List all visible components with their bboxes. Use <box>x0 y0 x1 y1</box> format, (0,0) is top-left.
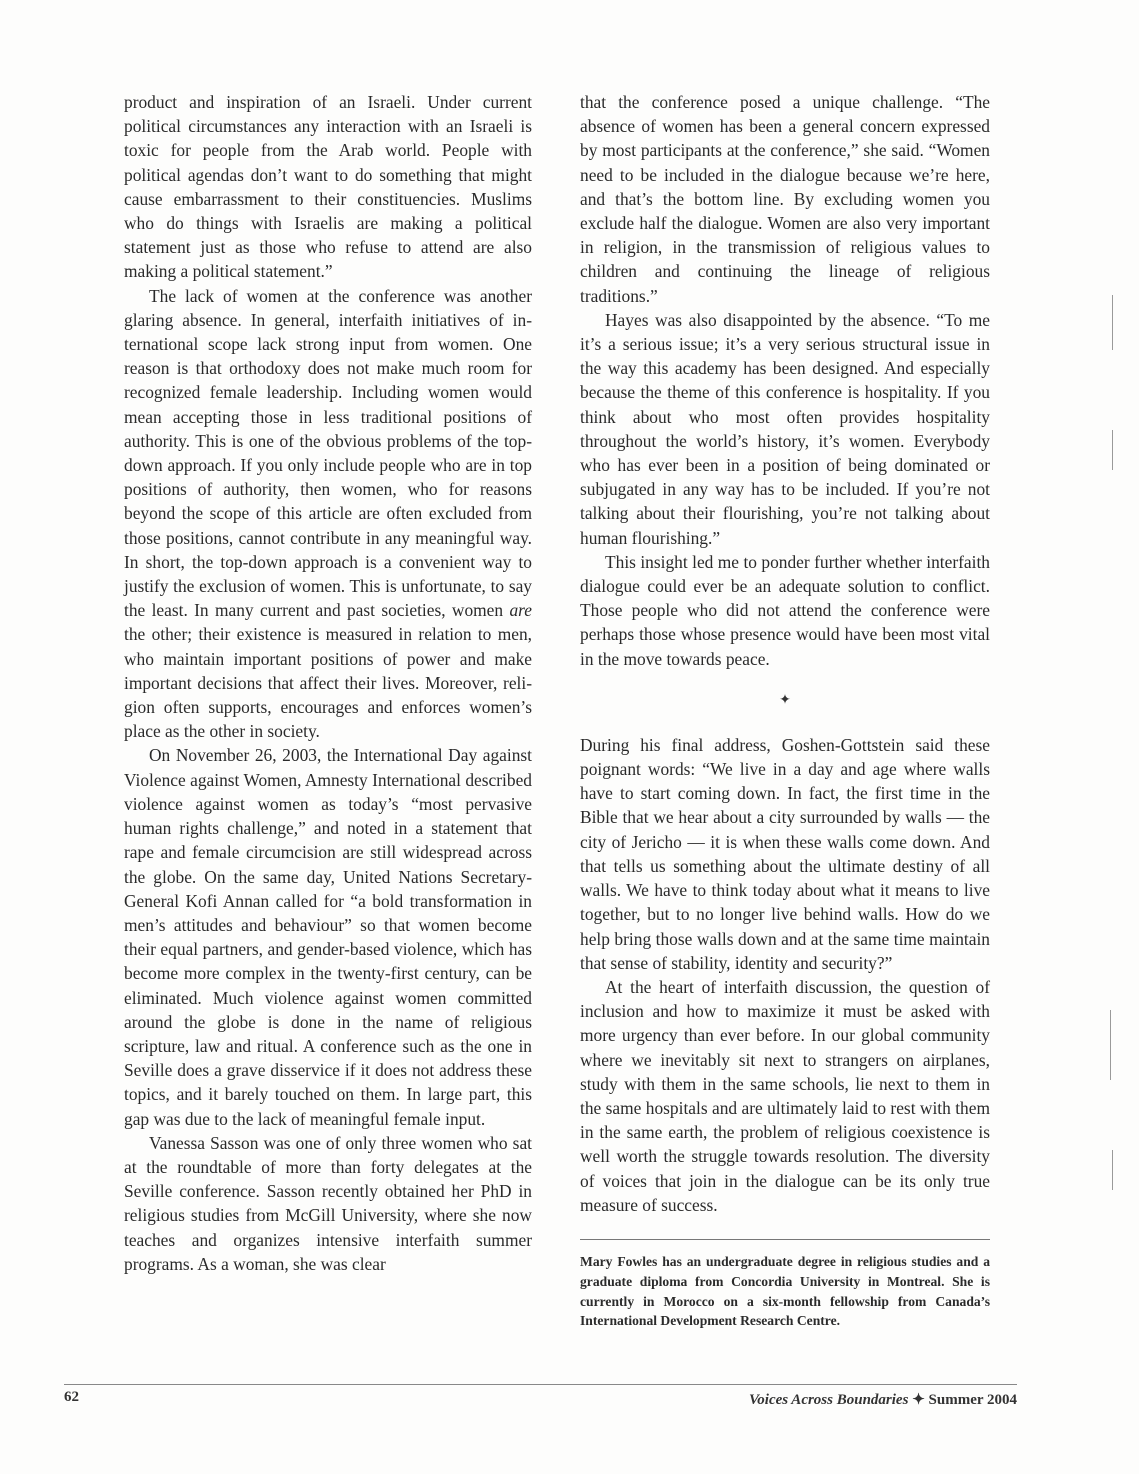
footer-rule <box>64 1384 1017 1385</box>
paragraph: that the conference posed a unique challenge. “The absence of women has been a general concern expressed by most participants at the conference,” she said. “Women need to be included in the dialogue because we’re here, and that’s the bottom line. By excluding women you exclude half the dialogue. Women are also very important in religion, in the transmission of religious values to children and continuing the lineage of religious traditions.” <box>580 92 990 306</box>
paragraph: On November 26, 2003, the International Day against Violence against Women, Amnesty International described violence against women as today’s “most pervasive human rights challenge,” and noted in a statement that rape and female circumcision are still widespread across the globe. On the same day, United Nations Secretary-General Kofi Annan called for “a bold transformation in men’s attitudes and behaviour” so that women become their equal partners, and gender-based violence, which has become more complex in the twenty-first century, can be eliminated. Much violence against women committed around the globe is done in the name of religious scripture, law and ritual. A conference such as the one in Seville does a grave disservice if it does not address these topics, and it barely touched on them. In large part, this gap was due to the lack of meaningful female input. <box>124 745 532 1129</box>
scan-margin-mark <box>1110 1010 1111 1080</box>
scan-margin-mark <box>1112 295 1113 350</box>
running-footer <box>749 1390 1017 1409</box>
author-bio: Mary Fowles has an undergraduate degree in religious studies and a graduate diploma from Concordia University in Montreal. She is currently in Morocco on a six-month fellowship from Canada’s International Development Research Centre. <box>580 1253 990 1329</box>
bio-divider <box>580 1239 990 1240</box>
page-number: 62 <box>64 1389 79 1405</box>
paragraph <box>124 284 532 744</box>
section-break-ornament: ✦ <box>779 692 791 708</box>
paragraph: Vanessa Sasson was one of only three women who sat at the roundtable of more than forty delegates at the Seville conference. Sasson recently obtained her PhD in religious studies from McGill University, where she now teaches and organizes intensive interfaith summer programs. As a woman, she was clear <box>124 1132 532 1274</box>
publication-name: Voices Across Boundaries <box>748 1392 909 1408</box>
right-column <box>580 90 990 1331</box>
emphasis: are <box>509 600 532 621</box>
footer-separator: ✦ <box>908 1392 929 1408</box>
scan-margin-mark <box>1112 430 1113 470</box>
paragraph: This insight led me to ponder further whether interfaith dialogue could ever be an adequate solution to conflict. Those people who did not attend the conference were perhaps those whose presence would have been most vital in the move towards peace. <box>580 551 990 669</box>
paragraph-text: the other; their existence is measured in relation to men, who maintain important positions of power and make important decisions that affect their lives. Moreover, religion often supports, encourages and enforces women’s place as the other in society. <box>124 624 532 742</box>
paragraph: At the heart of interfaith discussion, the question of inclusion and how to maximize it must be asked with more urgency than ever before. In our global community where we inevitably sit next to strangers on airplanes, study with them in the same schools, lie next to them in the same hospitals and are ultimately laid to rest with them in the same earth, the problem of religious coexistence is well worth the struggle towards resolution. The diversity of voices that join in the dialogue can be its only true measure of success. <box>580 976 990 1215</box>
paragraph: Hayes was also disappointed by the absence. “To me it’s a serious issue; it’s a very serious structural issue in the way this academy has been designed. And especially because the theme of this conference is hospitality. If you think about who most often provides hospitality throughout the world’s history, it’s women. Everybody who has ever been in a position of being dominated or subjugated in any way has to be included. If you’re not talking about their flourishing, you’re not talking about human flourishing.” <box>580 309 990 548</box>
scan-margin-mark <box>1112 1150 1113 1190</box>
paragraph-text: The lack of women at the conference was another glaring absence. In general, interfaith initiatives of international scope lack strong input from women. One reason is that orthodoxy does not make much room for recognized female leadership. Including women would mean accepting those in less traditional positions of authority. This is one of the obvious problems of the top-down approach. If you only include people who are in top positions of authority, then women, who for reasons beyond the scope of this article are often excluded from those positions, cannot contribute in any meaningful way. In short, the top-down approach is a convenient way to justify the exclusion of women. This is unfortunate, to say the least. In many current and past societies, women <box>124 285 532 621</box>
paragraph: product and inspiration of an Israeli. Under current political circumstances any interaction with an Israeli is toxic for people from the Arab world. People with political agendas don’t want to do something that might cause embarrassment to their constituencies. Muslims who do things with Israelis are making a political statement just as those who refuse to attend are also making a political statement.” <box>124 92 532 282</box>
paragraph: During his final address, Goshen-Gottstein said these poignant words: “We live in a day and age where walls have to start coming down. In fact, the first time in the Bible that we hear about a city surrounded by walls — the city of Jericho — it is when these walls come down. And that tells us something about the ultimate destiny of all walls. We have to think today about what it means to live together, but to no longer live behind walls. How do we help bring those walls down and at the same time maintain that sense of stability, identity and security?” <box>580 734 990 973</box>
left-column <box>124 90 532 1276</box>
issue-date: Summer 2004 <box>928 1392 1017 1408</box>
